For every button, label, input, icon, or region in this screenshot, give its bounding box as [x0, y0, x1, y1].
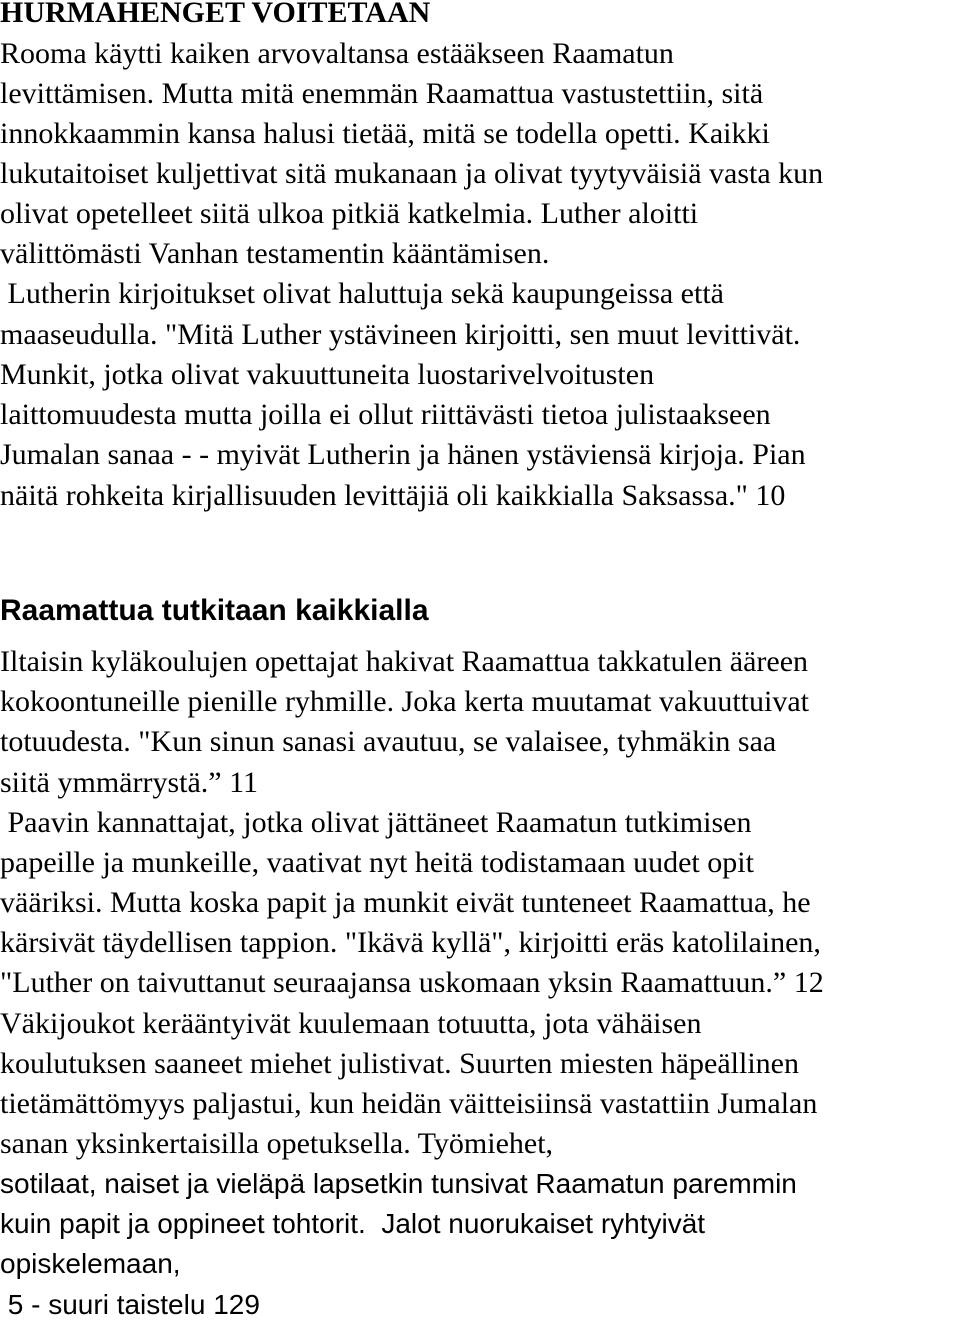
paragraph-line: näitä rohkeita kirjallisuuden levittäjiä oli kaikkialla Saksassa." 10: [0, 479, 786, 512]
paragraph-line: välittömästi Vanhan testamentin kääntämisen.: [0, 237, 550, 270]
paragraph-line: Rooma käytti kaiken arvovaltansa estääkseen Raamatun: [0, 37, 674, 70]
paragraph-line: laittomuudesta mutta joilla ei ollut riittävästi tietoa julistaakseen: [0, 398, 771, 431]
section-heading-hurmahenget: HURMAHENGET VOITETAAN: [0, 0, 431, 29]
section-heading-raamattua: Raamattua tutkitaan kaikkialla: [0, 594, 429, 627]
paragraph-line: lukutaitoiset kuljettivat sitä mukanaan ja olivat tyytyväisiä vasta kun: [0, 157, 824, 190]
paragraph-line: tietämättömyys paljastui, kun heidän väitteisiinsä vastattiin Jumalan: [0, 1087, 818, 1120]
paragraph-line: kokoontuneille pienille ryhmille. Joka kerta muutamat vakuuttuivat: [0, 685, 809, 718]
paragraph-line: opiskelemaan,: [0, 1248, 181, 1279]
paragraph-line: Lutherin kirjoitukset olivat haluttuja sekä kaupungeissa että: [0, 277, 724, 310]
paragraph-line: papeille ja munkeille, vaativat nyt heitä todistamaan uudet opit: [0, 846, 754, 879]
paragraph-line: sotilaat, naiset ja vieläpä lapsetkin tunsivat Raamatun paremmin: [0, 1168, 797, 1199]
paragraph-line: Iltaisin kyläkoulujen opettajat hakivat Raamattua takkatulen ääreen: [0, 645, 809, 678]
paragraph-line: olivat opetelleet siitä ulkoa pitkiä katkelmia. Luther aloitti: [0, 197, 699, 230]
paragraph-line: innokkaammin kansa halusi tietää, mitä se todella opetti. Kaikki: [0, 117, 770, 150]
paragraph-line: Munkit, jotka olivat vakuuttuneita luostarivelvoitusten: [0, 358, 655, 391]
paragraph-line: maaseudulla. "Mitä Luther ystävineen kirjoitti, sen muut levittivät.: [0, 318, 801, 351]
paragraph-line: Paavin kannattajat, jotka olivat jättäneet Raamatun tutkimisen: [0, 806, 752, 839]
paragraph-line: Jumalan sanaa - - myivät Lutherin ja hänen ystäviensä kirjoja. Pian: [0, 438, 806, 471]
page-reference: 5 - suuri taistelu 129: [0, 1289, 260, 1320]
paragraph-line: kärsivät täydellisen tappion. "Ikävä kyllä", kirjoitti eräs katolilainen,: [0, 926, 821, 959]
paragraph-line: kuin papit ja oppineet tohtorit. Jalot nuorukaiset ryhtyivät: [0, 1208, 706, 1239]
paragraph-line: totuudesta. "Kun sinun sanasi avautuu, se valaisee, tyhmäkin saa: [0, 725, 777, 758]
paragraph-line: siitä ymmärrystä.” 11: [0, 766, 258, 799]
paragraph-line: vääriksi. Mutta koska papit ja munkit eivät tunteneet Raamattua, he: [0, 886, 811, 919]
paragraph-line: sanan yksinkertaisilla opetuksella. Työmiehet,: [0, 1127, 554, 1160]
paragraph-line: levittämisen. Mutta mitä enemmän Raamattua vastustettiin, sitä: [0, 77, 764, 110]
paragraph-line: koulutuksen saaneet miehet julistivat. Suurten miesten häpeällinen: [0, 1047, 799, 1080]
paragraph-line: "Luther on taivuttanut seuraajansa uskomaan yksin Raamattuun.” 12: [0, 966, 824, 999]
paragraph-line: Väkijoukot kerääntyivät kuulemaan totuutta, jota vähäisen: [0, 1007, 702, 1040]
